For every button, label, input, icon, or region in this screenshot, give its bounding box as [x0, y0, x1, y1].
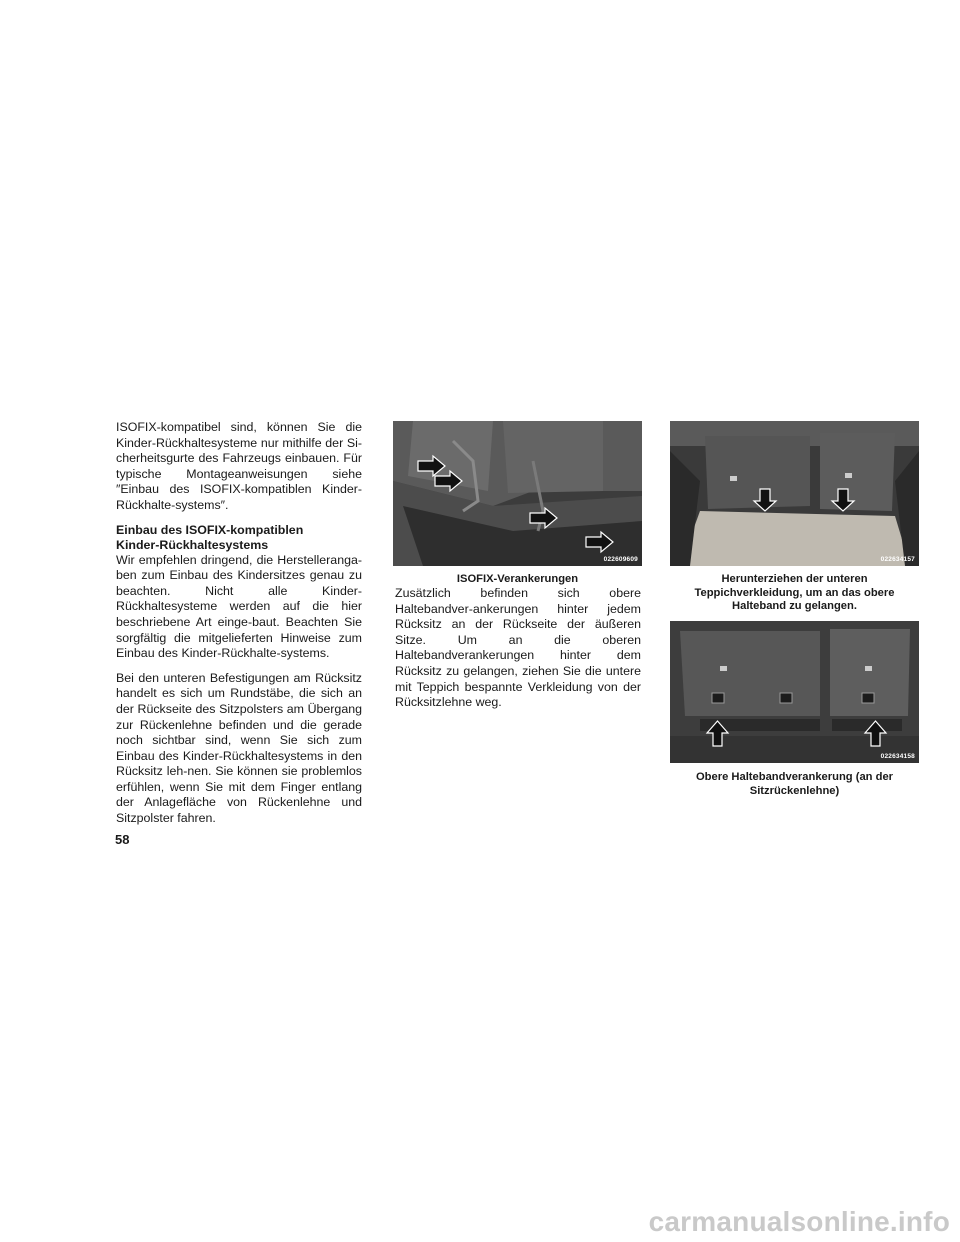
tether-photo-illustration	[670, 621, 919, 763]
anchor-description-paragraph: Bei den unteren Befestigungen am Rücksitz handelt es sich um Rundstäbe, die sich an der Rückseite des Sitzpolsters am Übergang zur Rückenlehne befinden und die gerade noch sichtbar sind, wenn Sie sich zum Einbau des Kinder-Rückhaltesystems in den Rücksitz leh-nen. Sie können sie problemlos erfühlen, wenn Sie mit dem Finger entlang der Anlagefläche von Rückenlehne und Sitzpolster fahren.	[116, 670, 362, 826]
intro-paragraph: ISOFIX-kompatibel sind, können Sie die Kinder-Rückhaltesysteme nur mithilfe der Si-cherheitsgurte des Fahrzeugs einbauen. Für typische Montageanweisungen siehe ″Einbau des ISOFIX-kompatiblen Kinder-Rückhalte-systems″.	[116, 420, 362, 512]
figure3-caption-line1: Obere Haltebandverankerung (an der	[695, 771, 894, 783]
left-column-text	[116, 420, 362, 836]
section-heading-line1: Einbau des ISOFIX-kompatiblen	[116, 522, 304, 537]
section-heading-line2: Kinder-Rückhaltesystems	[116, 537, 269, 552]
isofix-anchors-photo	[393, 421, 642, 566]
page-number: 58	[115, 832, 130, 847]
figure3-caption-line2: Sitzrückenlehne)	[749, 784, 840, 797]
watermark-text: carmanualsonline.info	[648, 1206, 950, 1237]
recommendation-paragraph: Wir empfehlen dringend, die Herstelleranga-ben zum Einbau des Kindersitzes genau zu beachten. Nicht alle Kinder-Rückhaltesysteme werden auf die hier beschriebene Art einge-baut. Beachten Sie sorgfältig die mitgelieferten Hinweise zum Einbau des Kinder-Rückhalte-systems.	[116, 552, 362, 661]
figure2-caption-line2: Teppichverkleidung, um an das obere	[694, 586, 895, 599]
tether-paragraph: Zusätzlich befinden sich obere Haltebandver-ankerungen hinter jedem Rücksitz an der Rückseite der äußeren Sitze. Um an die oberen Haltebandverankerungen hinter dem Rücksitz zu gelangen, ziehen Sie die untere mit Teppich bespannte Verkleidung von der Rücksitzlehne weg.	[395, 586, 641, 710]
figure2-caption	[670, 573, 919, 614]
figure-code: 022634158	[880, 753, 915, 760]
middle-column-text	[395, 586, 641, 711]
trunk-photo-illustration	[670, 421, 919, 566]
trunk-carpet-photo	[670, 421, 919, 566]
figure-code: 022609609	[603, 556, 638, 563]
isofix-photo-illustration	[393, 421, 642, 566]
figure3-caption	[670, 771, 919, 798]
figure-code: 022634157	[880, 556, 915, 563]
figure2-caption-line3: Halteband zu gelangen.	[732, 600, 857, 612]
upper-tether-anchor-photo	[670, 621, 919, 763]
figure1-caption: ISOFIX-Verankerungen	[456, 573, 579, 585]
figure2-caption-line1: Herunterziehen der unteren	[721, 573, 868, 585]
